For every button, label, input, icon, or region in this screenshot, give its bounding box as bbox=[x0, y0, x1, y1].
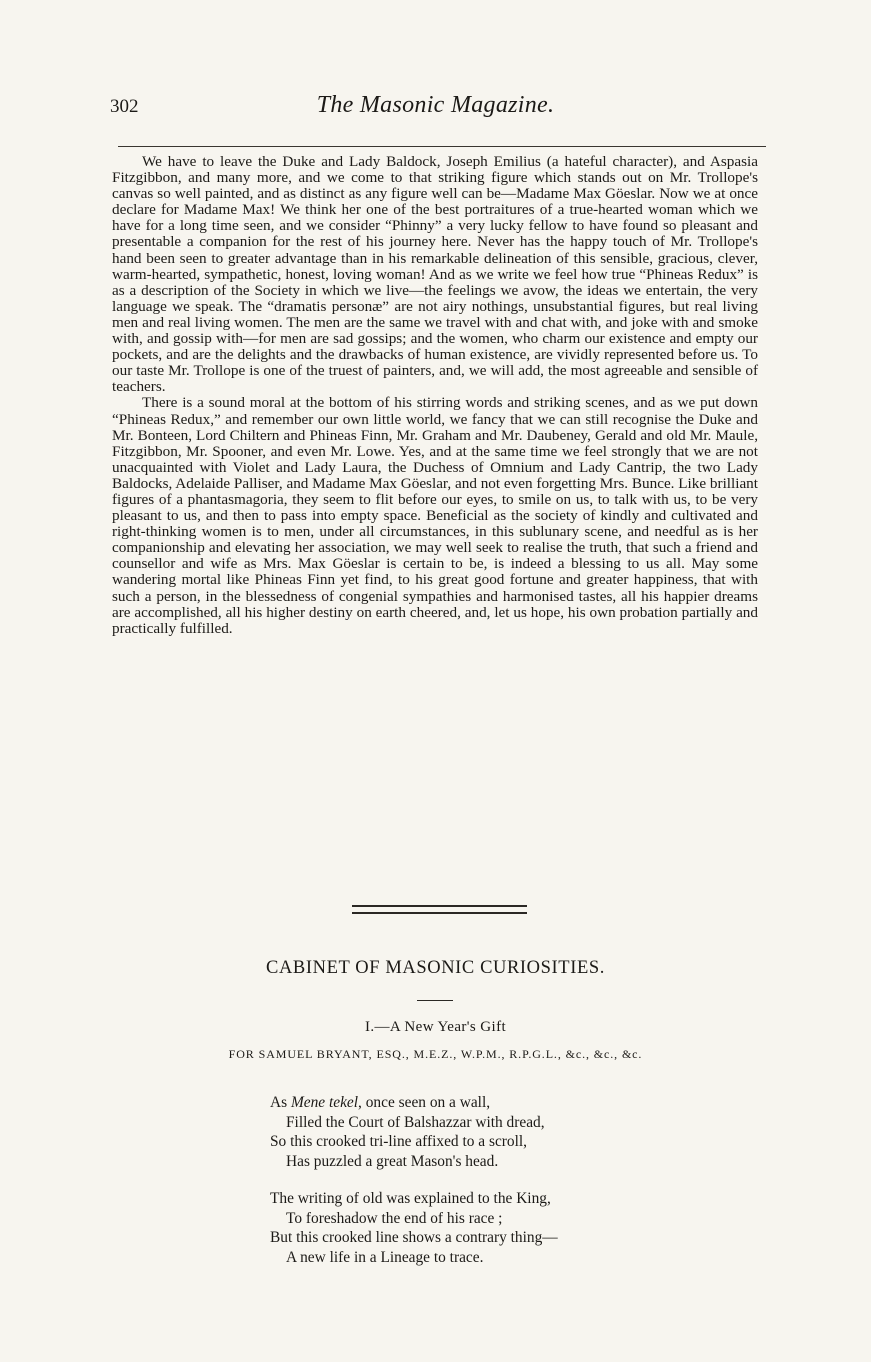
article-body bbox=[112, 154, 758, 637]
section-title: CABINET OF MASONIC CURIOSITIES. bbox=[266, 958, 605, 978]
section-divider-ornament bbox=[352, 905, 527, 914]
poem-line: Has puzzled a great Mason's head. bbox=[286, 1152, 499, 1170]
header-rule bbox=[118, 146, 766, 147]
article-paragraph-2: There is a sound moral at the bottom of his stirring words and striking scenes, and as we put down “Phineas Redux,” and remember our own little world, we fancy that we can still recognise the Duke and Mr. Bonteen, Lord Chiltern and Phineas Finn, Mr. Graham and Mr. Daubeney, Gerald and old Mr. Maule, Fitzgibbon, Mr. Spooner, and even Mr. Lowe. Yes, and at the same time we feel strongly that we are not unacquainted with Violet and Lady Laura, the Duchess of Omnium and Lady Cantrip, the two Lady Baldocks, Adelaide Palliser, and Madame Max Göeslar, and not even forgetting Mrs. Bunce. Like brilliant figures of a phantasmagoria, they seem to flit before our eyes, to smile on us, to talk with us, to be very pleasant to us, and then to pass into empty space. Beneficial as the society of kindly and cultivated and right-thinking women is to men, under all circumstances, in this sublunary scene, and needful as is her companionship and elevating her association, we may well seek to realise the truth, that such a friend and counsellor and wife as Mrs. Max Göeslar is certain to be, is indeed a blessing to us all. May some wandering mortal like Phineas Finn yet find, to his great good fortune and greater happiness, that with such a person, in the blessedness of congenial sympathies and harmonised tastes, all his happier dreams are accomplished, all his higher destiny on earth cheered, and, let us hope, his own probation partially and practically fulfilled. bbox=[112, 394, 758, 637]
poem-line: A new life in a Lineage to trace. bbox=[286, 1248, 484, 1266]
poem-line-1-post: , once seen on a wall, bbox=[358, 1094, 491, 1111]
poem-line: But this crooked line shows a contrary thing— bbox=[270, 1229, 558, 1246]
poem-line bbox=[270, 1093, 690, 1113]
dedication-line: FOR SAMUEL BRYANT, ESQ., M.E.Z., W.P.M., R.P.G.L., &c., &c., &c. bbox=[228, 1047, 643, 1061]
poem-line: Filled the Court of Balshazzar with dread, bbox=[286, 1113, 545, 1131]
poem-line: To foreshadow the end of his race ; bbox=[286, 1209, 503, 1227]
title-short-rule bbox=[417, 1000, 453, 1001]
poem-line-1-pre: As bbox=[270, 1094, 291, 1111]
poem-line: So this crooked tri-line affixed to a scroll, bbox=[270, 1133, 528, 1150]
running-title: The Masonic Magazine. bbox=[316, 92, 555, 118]
poem-stanza-2 bbox=[270, 1189, 690, 1267]
page-number: 302 bbox=[110, 96, 139, 117]
section-subtitle: I.—A New Year's Gift bbox=[364, 1019, 507, 1035]
poem-line: The writing of old was explained to the King, bbox=[270, 1190, 551, 1207]
poem-stanza-1 bbox=[270, 1093, 690, 1171]
poem-line-1-italic: Mene tekel bbox=[290, 1094, 359, 1111]
article-paragraph-1: We have to leave the Duke and Lady Baldock, Joseph Emilius (a hateful character), and Aspasia Fitzgibbon, and many more, and we come to that striking figure which stands out on Mr. Trollope's canvas so well painted, and as distinct as any figure well can be—Madame Max Göeslar. Now we at once declare for Madame Max! We think her one of the best portraitures of a true-hearted woman which we have for a long time seen, and we consider “Phinny” a very lucky fellow to have found so pleasant and presentable a companion for the rest of his journey here. Never has the happy touch of Mr. Trollope's hand been seen to greater advantage than in his remarkable delineation of this sensible, gracious, clever, warm-hearted, sympathetic, honest, loving woman! And as we write we feel how true “Phineas Redux” is as a description of the Society in which we live—the feelings we avow, the ideas we entertain, the very language we speak. The “dramatis personæ” are not airy nothings, unsubstantial figures, but real living men and real living women. The men are the same we travel with and chat with, and joke with and smoke with, and gossip with—for men are sad gossips; and the women, who charm our existence and empty our pockets, and are the delights and the drawbacks of human existence, are vividly represented before us. To our taste Mr. Trollope is one of the truest of painters, and, we will add, the most agreeable and sensible of teachers. bbox=[112, 153, 758, 396]
